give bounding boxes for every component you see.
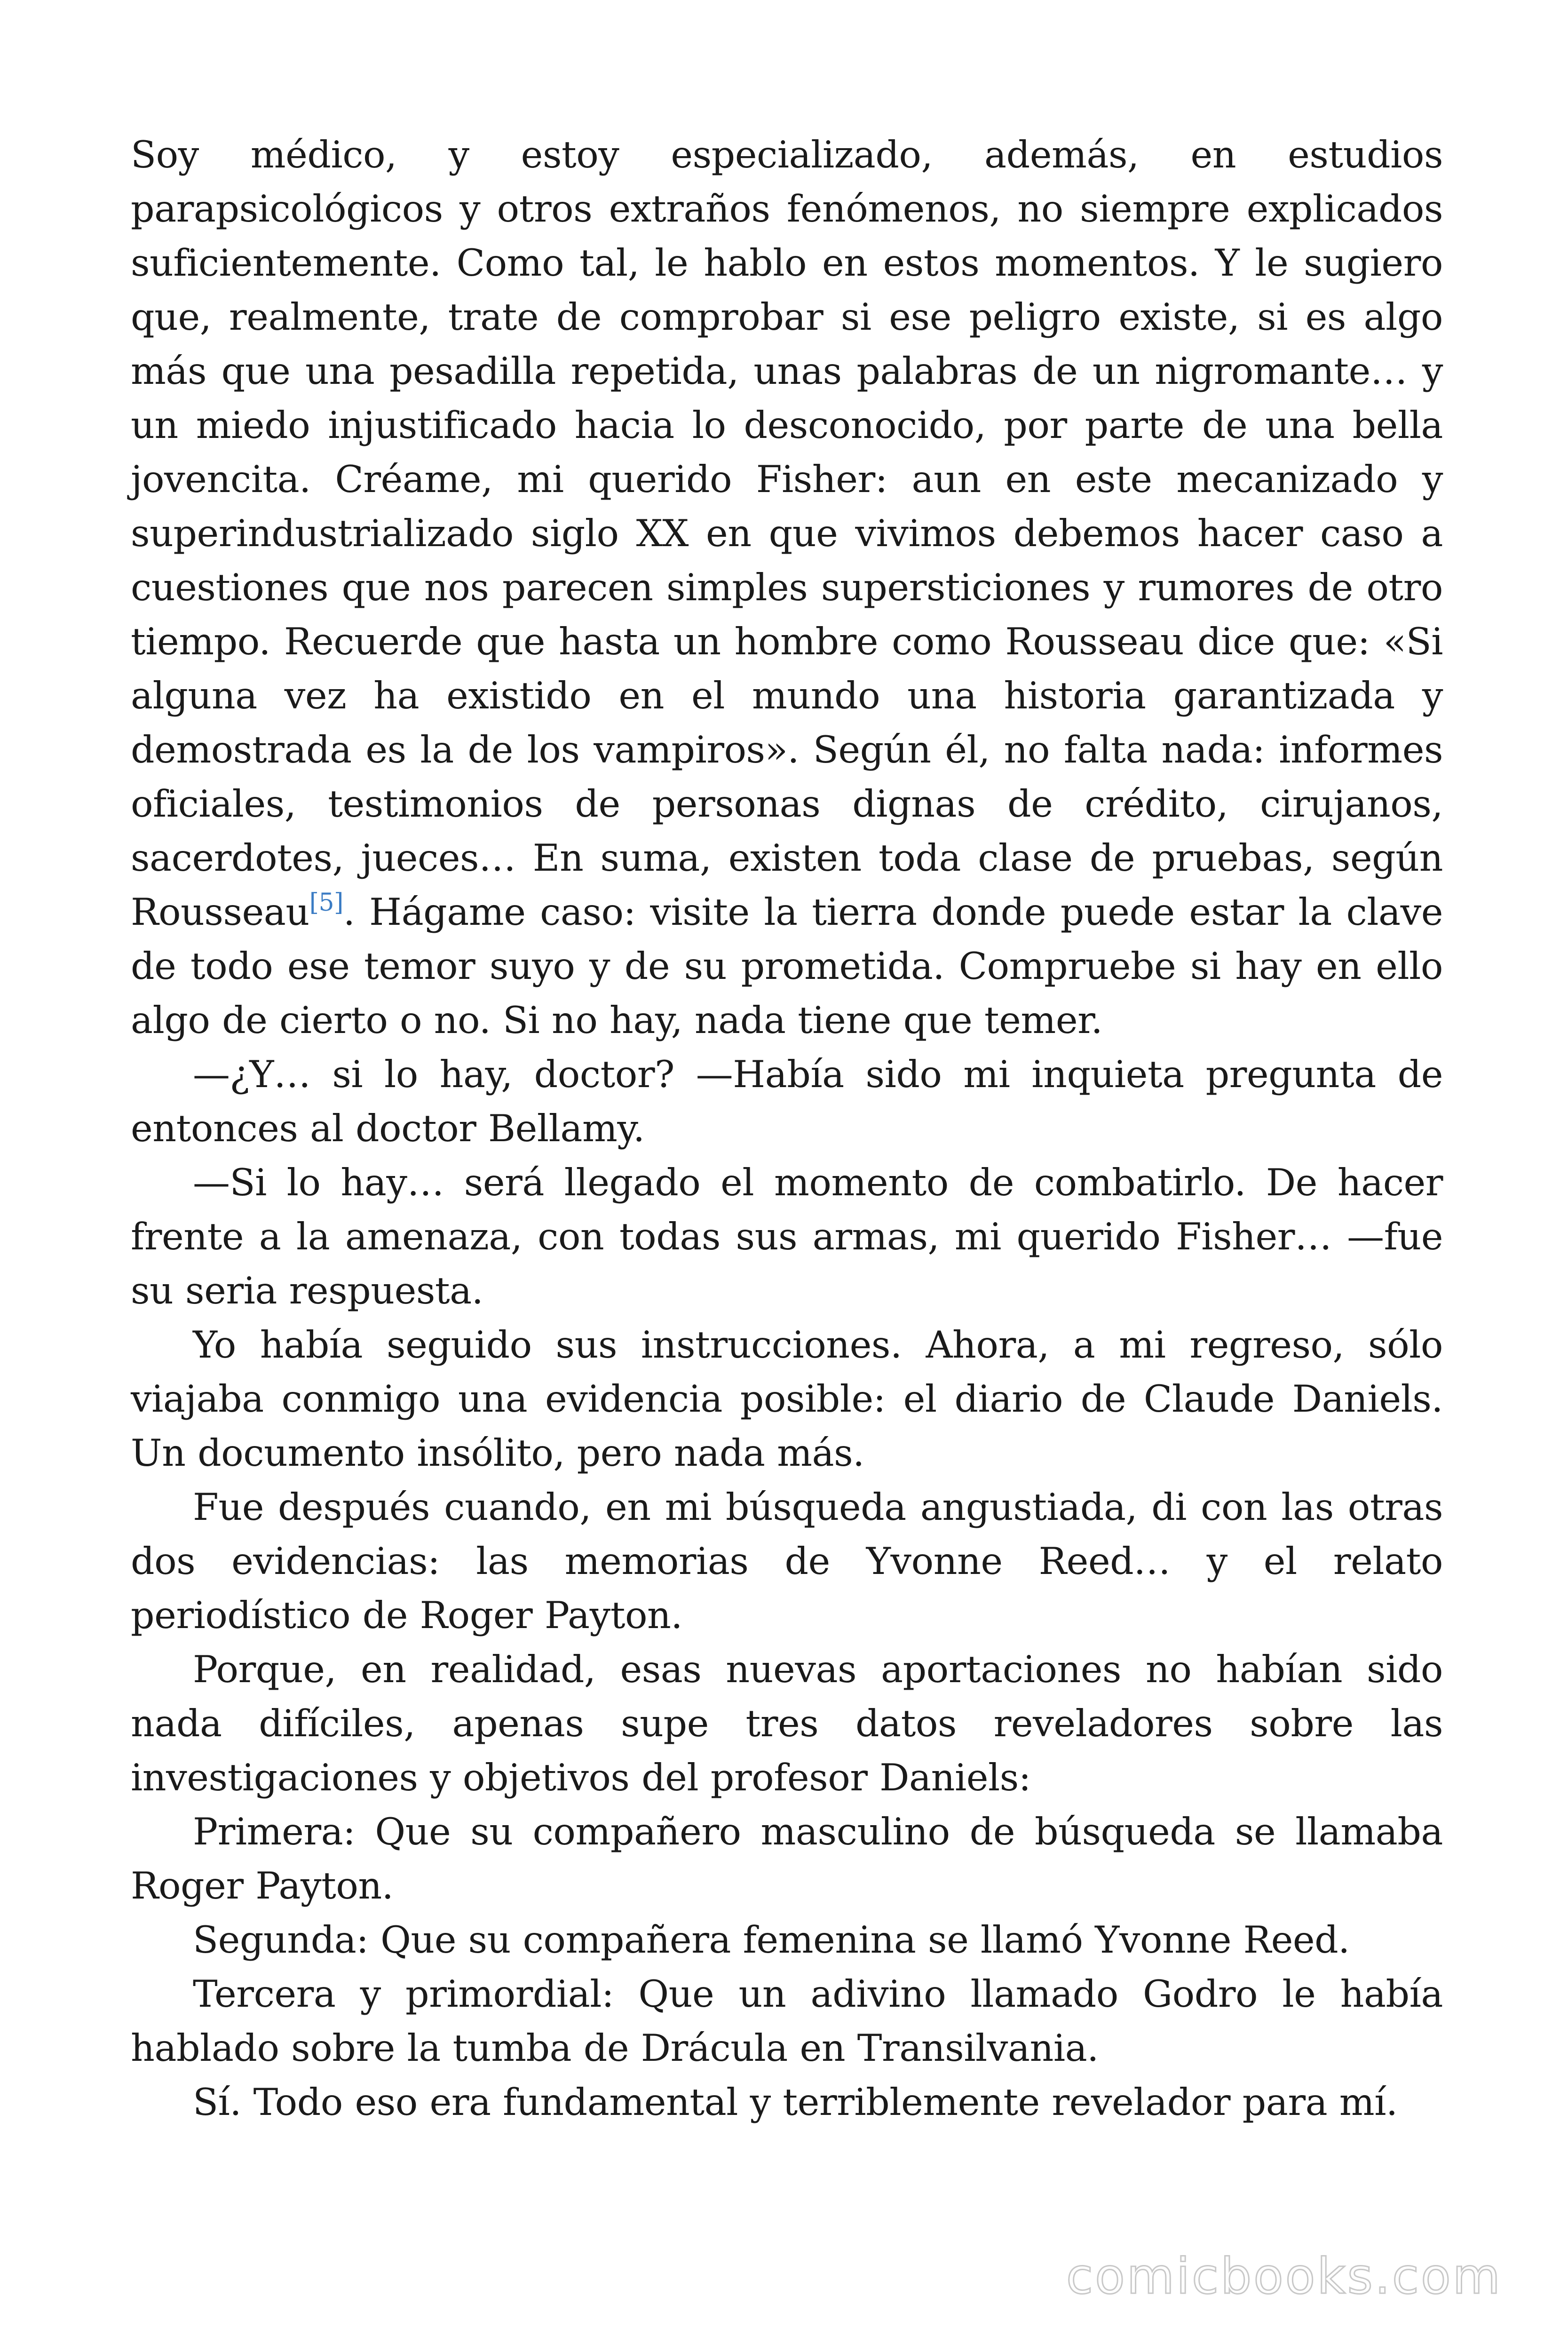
paragraph-9: Tercera y primordial: Que un adivino llamado Godro le había hablado sobre la tumba de Drácula en Transilvania. [131, 1972, 1443, 2070]
paragraph-7: Primera: Que su compañero masculino de búsqueda se llamaba Roger Payton. [131, 1810, 1443, 1907]
paragraph-1-text-start: Soy médico, y estoy especializado, además, en estudios parapsicológicos y otros extraños fenómenos, no siempre explicados suficientemente. Como tal, le hablo en estos momentos. Y le sugiero que, realmente, trate de comprobar si ese peligro existe, si es algo más que una pesadilla repetida, unas palabras de un nigromante… y un miedo injustificado hacia lo desconocido, por parte de una bella jovencita. Créame, mi querido Fisher: aun en este mecanizado y superindustrializado siglo XX en que vivimos debemos hacer caso a cuestiones que nos parecen simples supersticiones y rumores de otro tiempo. Recuerde que hasta un hombre como Rousseau dice que: «Si alguna vez ha existido en el mundo una historia garantizada y demostrada es la de los vampiros». Según él, no falta nada: informes oficiales, testimonios de personas dignas de crédito, cirujanos, sacerdotes, jueces… En suma, existen toda clase de pruebas, según Rousseau [131, 133, 1443, 934]
paragraph-8: Segunda: Que su compañera femenina se llamó Yvonne Reed. [193, 1918, 1350, 1962]
paragraph-3: —Si lo hay… será llegado el momento de combatirlo. De hacer frente a la amenaza, con todas sus armas, mi querido Fisher… —fue su seria respuesta. [131, 1161, 1443, 1312]
document-page [131, 128, 1443, 2130]
paragraph-10: Sí. Todo eso era fundamental y terriblemente revelador para mí. [193, 2081, 1398, 2124]
paragraph-4: Yo había seguido sus instrucciones. Ahora, a mi regreso, sólo viajaba conmigo una evidencia posible: el diario de Claude Daniels. Un documento insólito, pero nada más. [131, 1323, 1443, 1475]
paragraph-6: Porque, en realidad, esas nuevas aportaciones no habían sido nada difíciles, apenas supe tres datos reveladores sobre las investigaciones y objetivos del profesor Daniels: [131, 1648, 1443, 1799]
paragraph-2: —¿Y… si lo hay, doctor? —Había sido mi inquieta pregunta de entonces al doctor Bellamy. [131, 1053, 1443, 1150]
paragraph-5: Fue después cuando, en mi búsqueda angustiada, di con las otras dos evidencias: las memorias de Yvonne Reed… y el relato periodístico de Roger Payton. [131, 1486, 1443, 1637]
site-watermark: comicbooks.com [1066, 2248, 1502, 2305]
footnote-reference-link[interactable]: [5] [309, 889, 343, 917]
paragraph-1 [131, 128, 1443, 1048]
paragraph-1-text-end: . Hágame caso: visite la tierra donde puede estar la clave de todo ese temor suyo y de su prometida. Compruebe si hay en ello algo de cierto o no. Si no hay, nada tiene que temer. [131, 890, 1443, 1042]
